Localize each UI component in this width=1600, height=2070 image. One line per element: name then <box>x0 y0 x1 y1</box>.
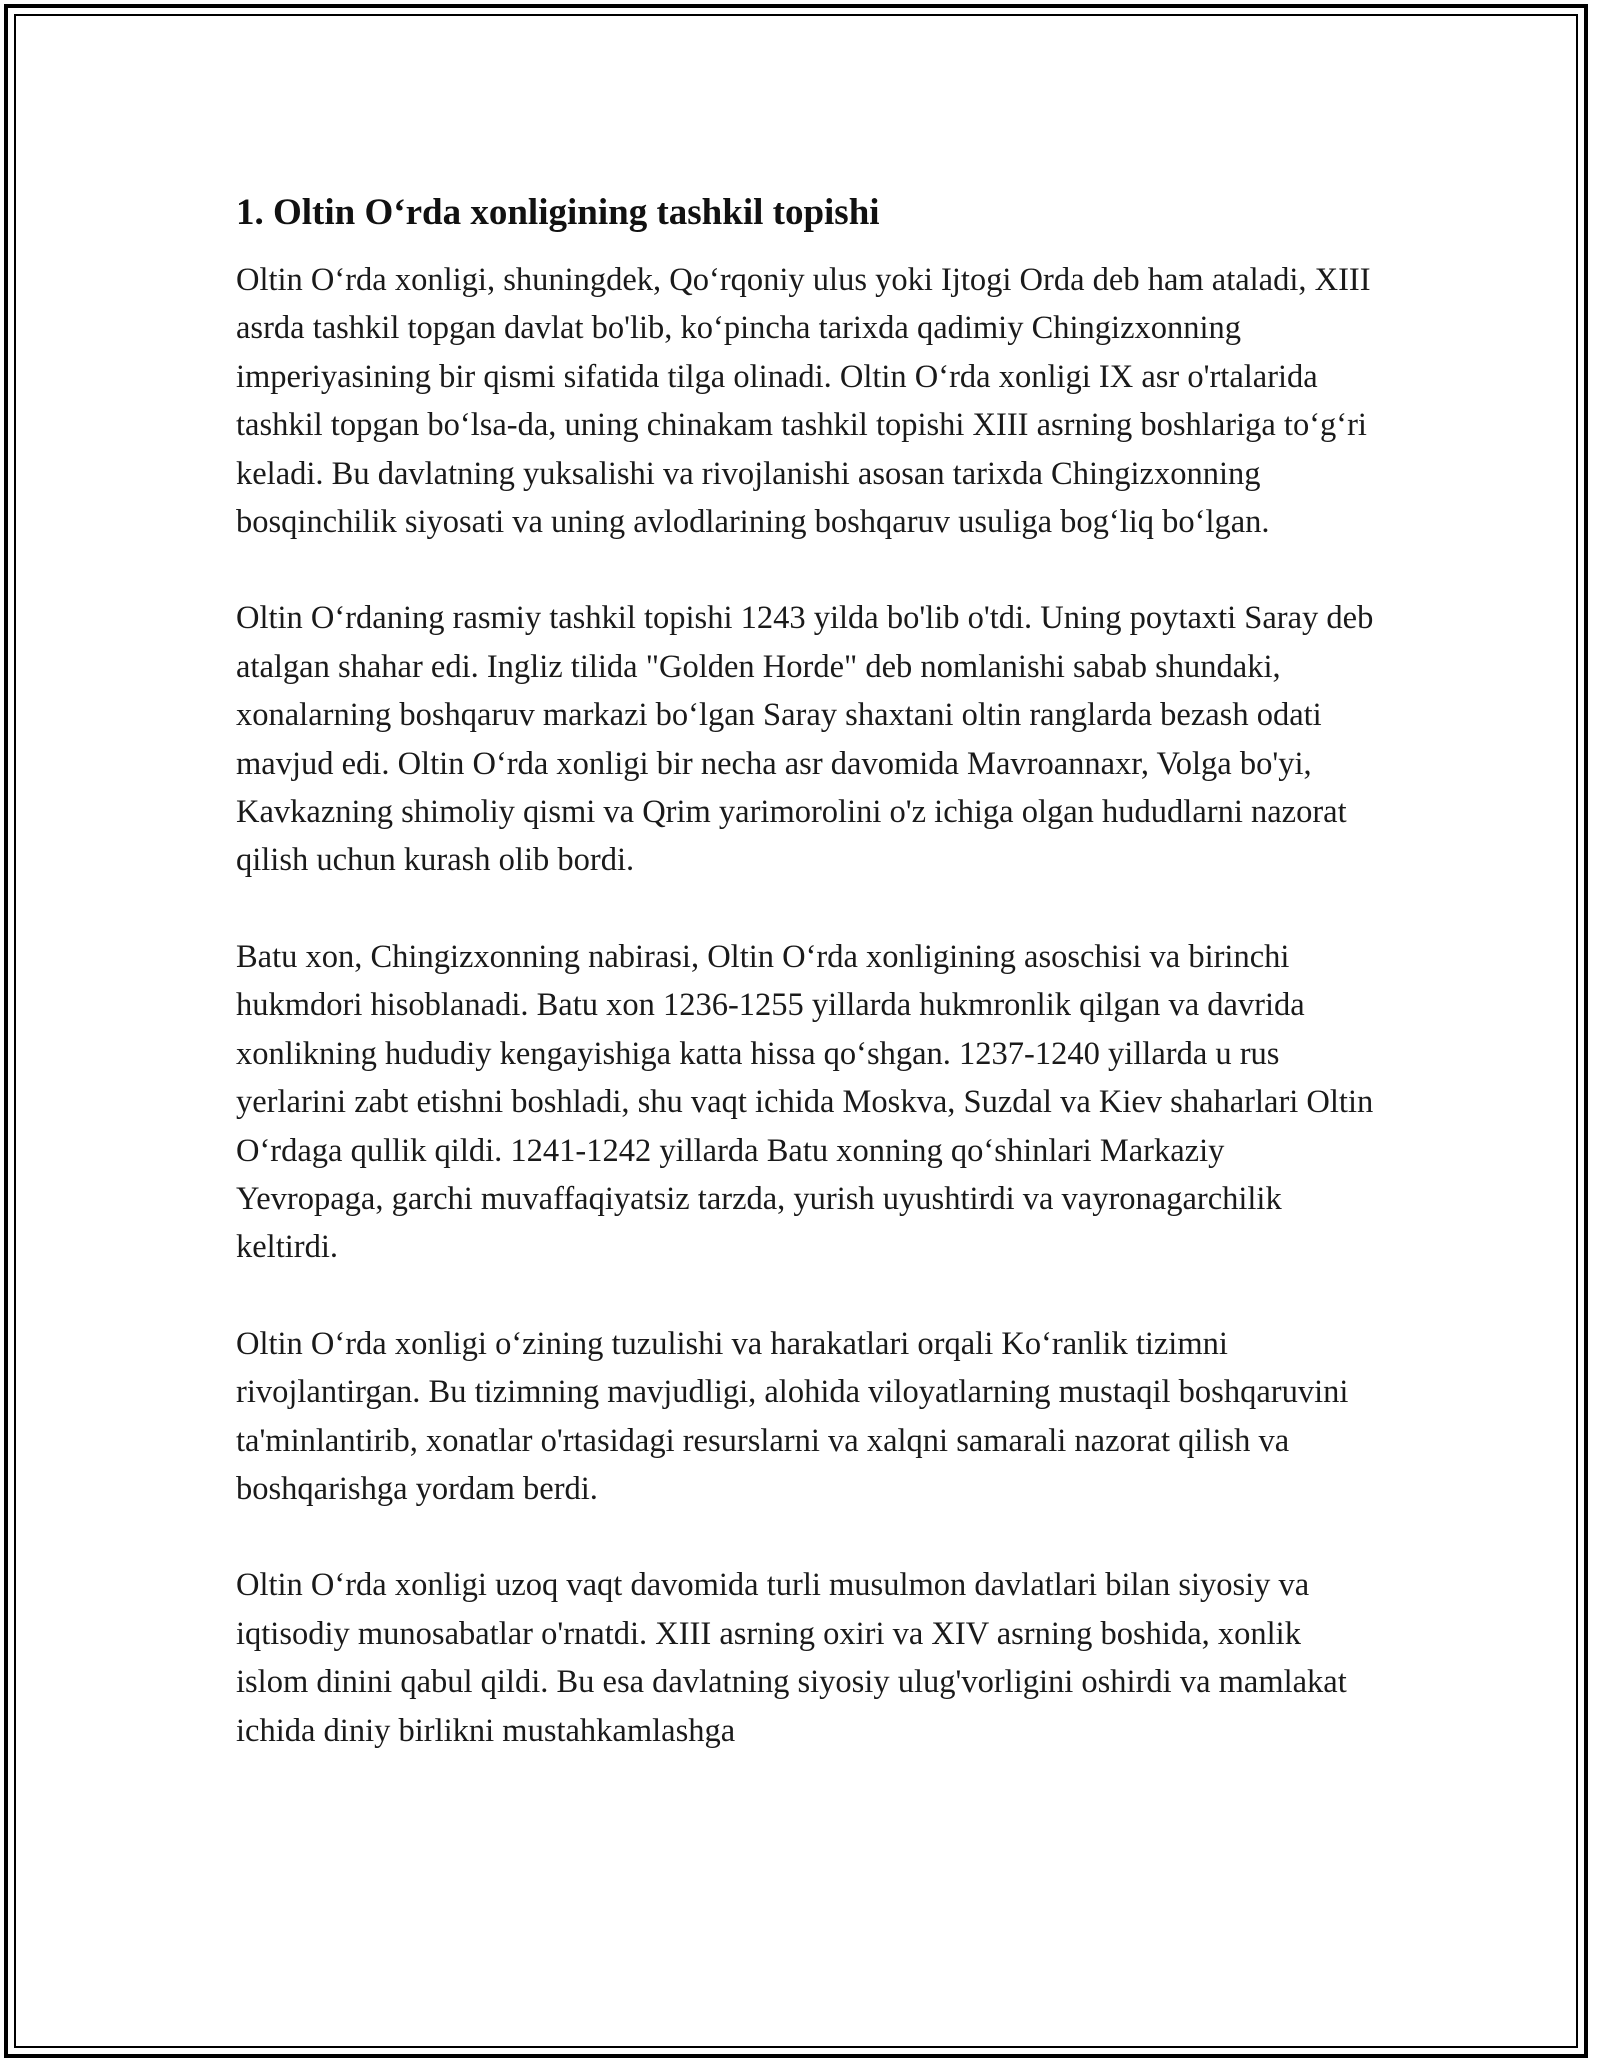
paragraph-1: Oltin O‘rda xonligi, shuningdek, Qo‘rqoniy ulus yoki Ijtogi Orda deb ham ataladi, XIII asrda tashkil topgan davlat bo'lib, ko‘pincha tarixda qadimiy Chingizxonning imperiyasining bir qismi sifatida tilga olinadi. Oltin O‘rda xonligi IX asr o'rtalarida tashkil topgan bo‘lsa-da, uning chinakam tashkil topishi XIII asrning boshlariga to‘g‘ri keladi. Bu davlatning yuksalishi va rivojlanishi asosan tarixda Chingizxonning bosqinchilik siyosati va uning avlodlarining boshqaruv usuliga bog‘liq bo‘lgan. <box>236 262 1371 541</box>
paragraph-4: Oltin O‘rda xonligi o‘zining tuzulishi va harakatlari orqali Ko‘ranlik tizimni rivojlantirgan. Bu tizimning mavjudligi, alohida viloyatlarning mustaqil boshqaruvini ta'minlantirib, xonatlar o'rtasidagi resurslarni va xalqni samarali nazorat qilish va boshqarishga yordam berdi. <box>236 1325 1349 1507</box>
paragraph-3: Batu xon, Chingizxonning nabirasi, Oltin O‘rda xonligining asoschisi va birinchi hukmdori hisoblanadi. Batu xon 1236-1255 yillarda hukmronlik qilgan va davrida xonlikning hududiy kengayishiga katta hissa qo‘shgan. 1237-1240 yillarda u rus yerlarini zabt etishni boshladi, shu vaqt ichida Moskva, Suzdal va Kiev shaharlari Oltin O‘rdaga qullik qildi. 1241-1242 yillarda Batu xonning qo‘shinlari Markaziy Yevropaga, garchi muvaffaqiyatsiz tarzda, yurish uyushtirdi va vayronagarchilik keltirdi. <box>236 938 1374 1266</box>
paragraph-5: Oltin O‘rda xonligi uzoq vaqt davomida turli musulmon davlatlari bilan siyosiy va iqtisodiy munosabatlar o'rnatdi. XIII asrning oxiri va XIV asrning boshida, xonlik islom dinini qabul qildi. Bu esa davlatning siyosiy ulug'vorligini oshirdi va mamlakat ichida diniy birlikni mustahkamlashga <box>236 1567 1347 1749</box>
section-heading: 1. Oltin O‘rda xonligining tashkil topishi <box>236 192 880 233</box>
document-body <box>236 188 1376 1803</box>
paragraph-2: Oltin O‘rdaning rasmiy tashkil topishi 1243 yilda bo'lib o'tdi. Uning poytaxti Saray deb atalgan shahar edi. Ingliz tilida "Golden Horde" deb nomlanishi sabab shundaki, xonalarning boshqaruv markazi bo‘lgan Saray shaxtani oltin ranglarda bezash odati mavjud edi. Oltin O‘rda xonligi bir necha asr davomida Mavroannaxr, Volga bo'yi, Kavkazning shimoliy qismi va Qrim yarimorolini o'z ichiga olgan hududlarni nazorat qilish uchun kurash olib bordi. <box>236 600 1374 879</box>
